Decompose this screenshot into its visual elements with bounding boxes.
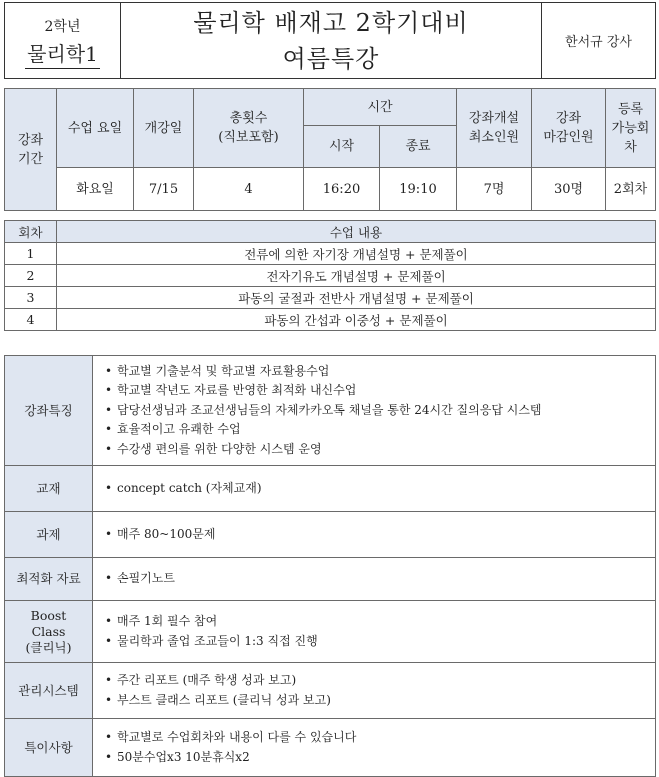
- schedule-min-students: 7명: [457, 168, 532, 211]
- schedule-header-enroll: 등록 가능회차: [606, 89, 656, 168]
- table-row: [5, 243, 656, 265]
- list-item: • 매주 80~100문제: [103, 525, 655, 545]
- page-subtitle: 여름특강: [282, 44, 380, 73]
- list-item: • 주간 리포트 (매주 학생 성과 보고): [103, 671, 655, 691]
- feature-row-homework: [5, 512, 656, 558]
- list-item: • 물리학과 졸업 조교들이 1:3 직접 진행: [103, 632, 655, 652]
- features-table: [4, 355, 656, 777]
- session-no: 4: [5, 309, 57, 331]
- list-item: • 손필기노트: [103, 569, 655, 589]
- schedule-time-start: 16:20: [304, 168, 380, 211]
- feature-label: 최적화 자료: [5, 558, 93, 601]
- feature-label: Boost Class (클리닉): [5, 601, 93, 663]
- feature-list: [103, 525, 655, 545]
- feature-row-materials: [5, 558, 656, 601]
- table-row: [5, 287, 656, 309]
- feature-list: [103, 612, 655, 651]
- feature-row-boost-class: [5, 601, 656, 663]
- schedule-table: [4, 88, 656, 211]
- schedule-time-end: 19:10: [380, 168, 457, 211]
- session-content: 전류에 의한 자기장 개념설명 + 문제풀이: [57, 243, 656, 265]
- schedule-day: 화요일: [57, 168, 134, 211]
- feature-row-textbook: [5, 466, 656, 512]
- feature-row-characteristics: [5, 356, 656, 466]
- feature-row-management: [5, 663, 656, 719]
- schedule-header-day: 수업 요일: [57, 89, 134, 168]
- schedule-max-students: 30명: [532, 168, 606, 211]
- session-no: 3: [5, 287, 57, 309]
- sessions-table: [4, 220, 656, 331]
- feature-label: 과제: [5, 512, 93, 558]
- table-row: [5, 309, 656, 331]
- schedule-header-time-end: 종료: [380, 126, 457, 168]
- list-item: • 학교별로 수업회차와 내용이 다를 수 있습니다: [103, 728, 655, 748]
- session-content: 파동의 간섭과 이중성 + 문제풀이: [57, 309, 656, 331]
- grade-label: 2학년: [44, 19, 81, 35]
- feature-list: [103, 479, 655, 499]
- schedule-row-label: 강좌 기간: [5, 89, 57, 211]
- feature-label: 관리시스템: [5, 663, 93, 719]
- sessions-header-no: 회차: [5, 221, 57, 243]
- list-item: • concept catch (자체교재): [103, 479, 655, 499]
- page-title: 물리학 배재고 2학기대비: [193, 8, 469, 37]
- schedule-header-time: 시간: [304, 89, 457, 126]
- table-row: [5, 265, 656, 287]
- feature-list: [103, 569, 655, 589]
- schedule-sessions: 4: [194, 168, 304, 211]
- list-item: • 담당선생님과 조교선생님들의 자체카카오톡 채널을 통한 24시간 질의응답 시스템: [103, 401, 655, 421]
- list-item: • 매주 1회 필수 참여: [103, 612, 655, 632]
- list-item: • 학교별 기출분석 및 학교별 자료활용수업: [103, 362, 655, 382]
- list-item: • 50분수업x3 10분휴식x2: [103, 748, 655, 768]
- schedule-enroll: 2회차: [606, 168, 656, 211]
- subject-label: 물리학1: [25, 38, 100, 69]
- schedule-header-start-date: 개강일: [134, 89, 194, 168]
- list-item: • 수강생 편의를 위한 다양한 시스템 운영: [103, 440, 655, 460]
- schedule-header-min-students: 강좌개설 최소인원: [457, 89, 532, 168]
- title-cell: [121, 3, 542, 79]
- feature-list: [103, 728, 655, 767]
- schedule-header-sessions: 총횟수 (직보포함): [194, 89, 304, 168]
- schedule-start-date: 7/15: [134, 168, 194, 211]
- teacher-name: 한서규 강사: [542, 3, 656, 79]
- schedule-header-time-start: 시작: [304, 126, 380, 168]
- session-no: 1: [5, 243, 57, 265]
- feature-list: [103, 362, 655, 460]
- session-no: 2: [5, 265, 57, 287]
- header-table: [4, 2, 656, 79]
- session-content: 전자기유도 개념설명 + 문제풀이: [57, 265, 656, 287]
- schedule-header-max-students: 강좌 마감인원: [532, 89, 606, 168]
- feature-label: 강좌특징: [5, 356, 93, 466]
- feature-list: [103, 671, 655, 710]
- grade-subject-cell: [5, 3, 121, 79]
- list-item: • 학교별 작년도 자료를 반영한 최적화 내신수업: [103, 381, 655, 401]
- feature-row-notes: [5, 719, 656, 777]
- feature-label: 교재: [5, 466, 93, 512]
- list-item: • 효율적이고 유쾌한 수업: [103, 420, 655, 440]
- list-item: • 부스트 클래스 리포트 (클리닉 성과 보고): [103, 691, 655, 711]
- feature-label: 특이사항: [5, 719, 93, 777]
- sessions-header-content: 수업 내용: [57, 221, 656, 243]
- session-content: 파동의 굴절과 전반사 개념설명 + 문제풀이: [57, 287, 656, 309]
